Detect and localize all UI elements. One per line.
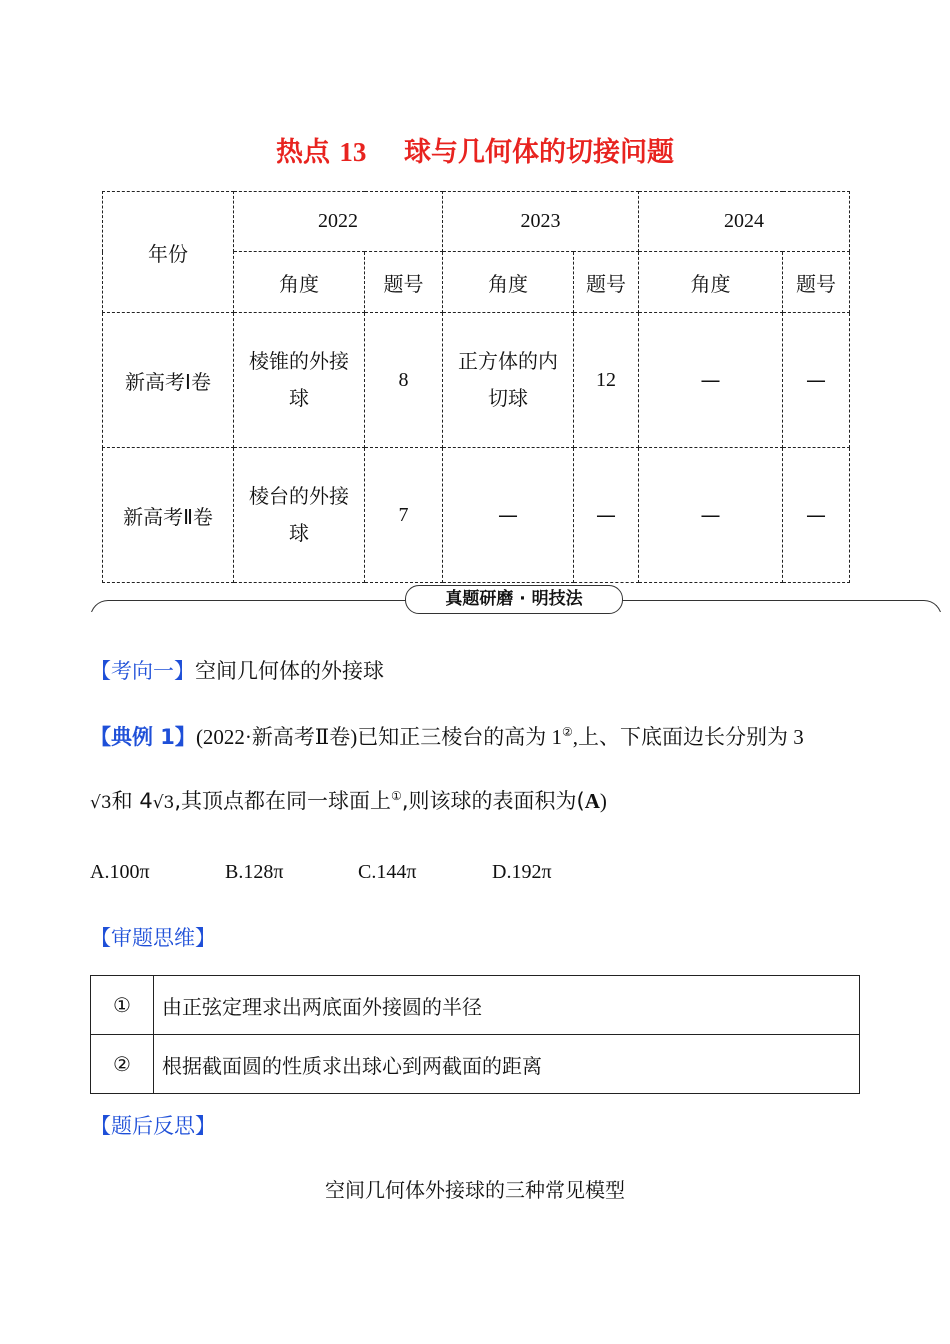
row-mark: ② — [91, 1035, 154, 1094]
reflection-subtitle: 空间几何体外接球的三种常见模型 — [325, 1178, 625, 1202]
year-2023: 2023 — [443, 192, 639, 252]
number-cell: 12 — [574, 313, 639, 448]
row-mark: ① — [91, 976, 154, 1035]
dash-cell: — — [783, 448, 850, 583]
section-banner: 真题研磨 · 明技法 — [405, 585, 623, 614]
table-row — [91, 976, 860, 1035]
sub-header: 题号 — [365, 252, 443, 313]
sub-header: 题号 — [574, 252, 639, 313]
row-text: 由正弦定理求出两底面外接圆的半径 — [154, 976, 860, 1035]
sub-header: 角度 — [443, 252, 574, 313]
title-text: 球与几何体的切接问题 — [404, 137, 674, 168]
sub-header: 题号 — [783, 252, 850, 313]
section-text: 空间几何体的外接球 — [195, 659, 384, 683]
example-text: ,其顶点都在同一球面上 — [174, 789, 392, 813]
dash-cell: — — [443, 448, 574, 583]
angle-cell: 棱锥的外接球 — [234, 313, 365, 448]
option-d: D.192π — [492, 861, 552, 883]
thinking-table — [90, 975, 860, 1094]
example-line-1 — [90, 721, 804, 751]
page-title — [0, 130, 950, 169]
table-row — [91, 1035, 860, 1094]
option-a: A.100π — [90, 861, 150, 883]
reflection-heading: 【题后反思】 — [90, 1114, 216, 1138]
dash-cell: — — [639, 313, 783, 448]
section-tag: 【考向一】 — [90, 659, 195, 683]
footnote-mark: ① — [391, 789, 402, 803]
title-prefix: 热点 — [275, 137, 330, 168]
sqrt-three: √3 — [90, 793, 112, 813]
table-row — [103, 448, 850, 583]
year-2022: 2022 — [234, 192, 443, 252]
example-text: (2022·新高考Ⅱ卷)已知正三棱台的高为 1 — [195, 725, 562, 749]
banner-mask — [80, 612, 950, 652]
angle-cell: 正方体的内切球 — [443, 313, 574, 448]
row-text: 根据截面圆的性质求出球心到两截面的距离 — [154, 1035, 860, 1094]
option-c: C.144π — [358, 861, 417, 883]
dash-cell: — — [783, 313, 850, 448]
answer: A — [584, 789, 600, 813]
example-tag: 【典例 1】 — [90, 725, 196, 749]
dash-cell: — — [639, 448, 783, 583]
number-cell: 8 — [365, 313, 443, 448]
row-label: 新高考Ⅰ卷 — [103, 313, 234, 448]
sqrt-three: √3 — [152, 793, 175, 813]
sub-header: 角度 — [234, 252, 365, 313]
number-cell: 7 — [365, 448, 443, 583]
section-heading — [90, 655, 384, 685]
example-line-2 — [90, 785, 607, 815]
example-text: ,则该球的表面积为( — [401, 789, 585, 813]
exam-year-table — [102, 191, 850, 583]
option-b: B.128π — [225, 861, 284, 883]
example-text: 和 4 — [111, 789, 153, 813]
title-number: 13 — [339, 137, 367, 167]
row-label: 新高考Ⅱ卷 — [103, 448, 234, 583]
table-row — [103, 313, 850, 448]
sub-header: 角度 — [639, 252, 783, 313]
example-text: ,上、下底面边长分别为 3 — [572, 725, 804, 749]
footnote-mark: ② — [561, 725, 573, 739]
year-2024: 2024 — [639, 192, 850, 252]
angle-cell: 棱台的外接球 — [234, 448, 365, 583]
dash-cell: — — [574, 448, 639, 583]
thinking-heading: 【审题思维】 — [90, 926, 216, 950]
year-header: 年份 — [103, 192, 234, 313]
example-text: ) — [599, 789, 607, 813]
